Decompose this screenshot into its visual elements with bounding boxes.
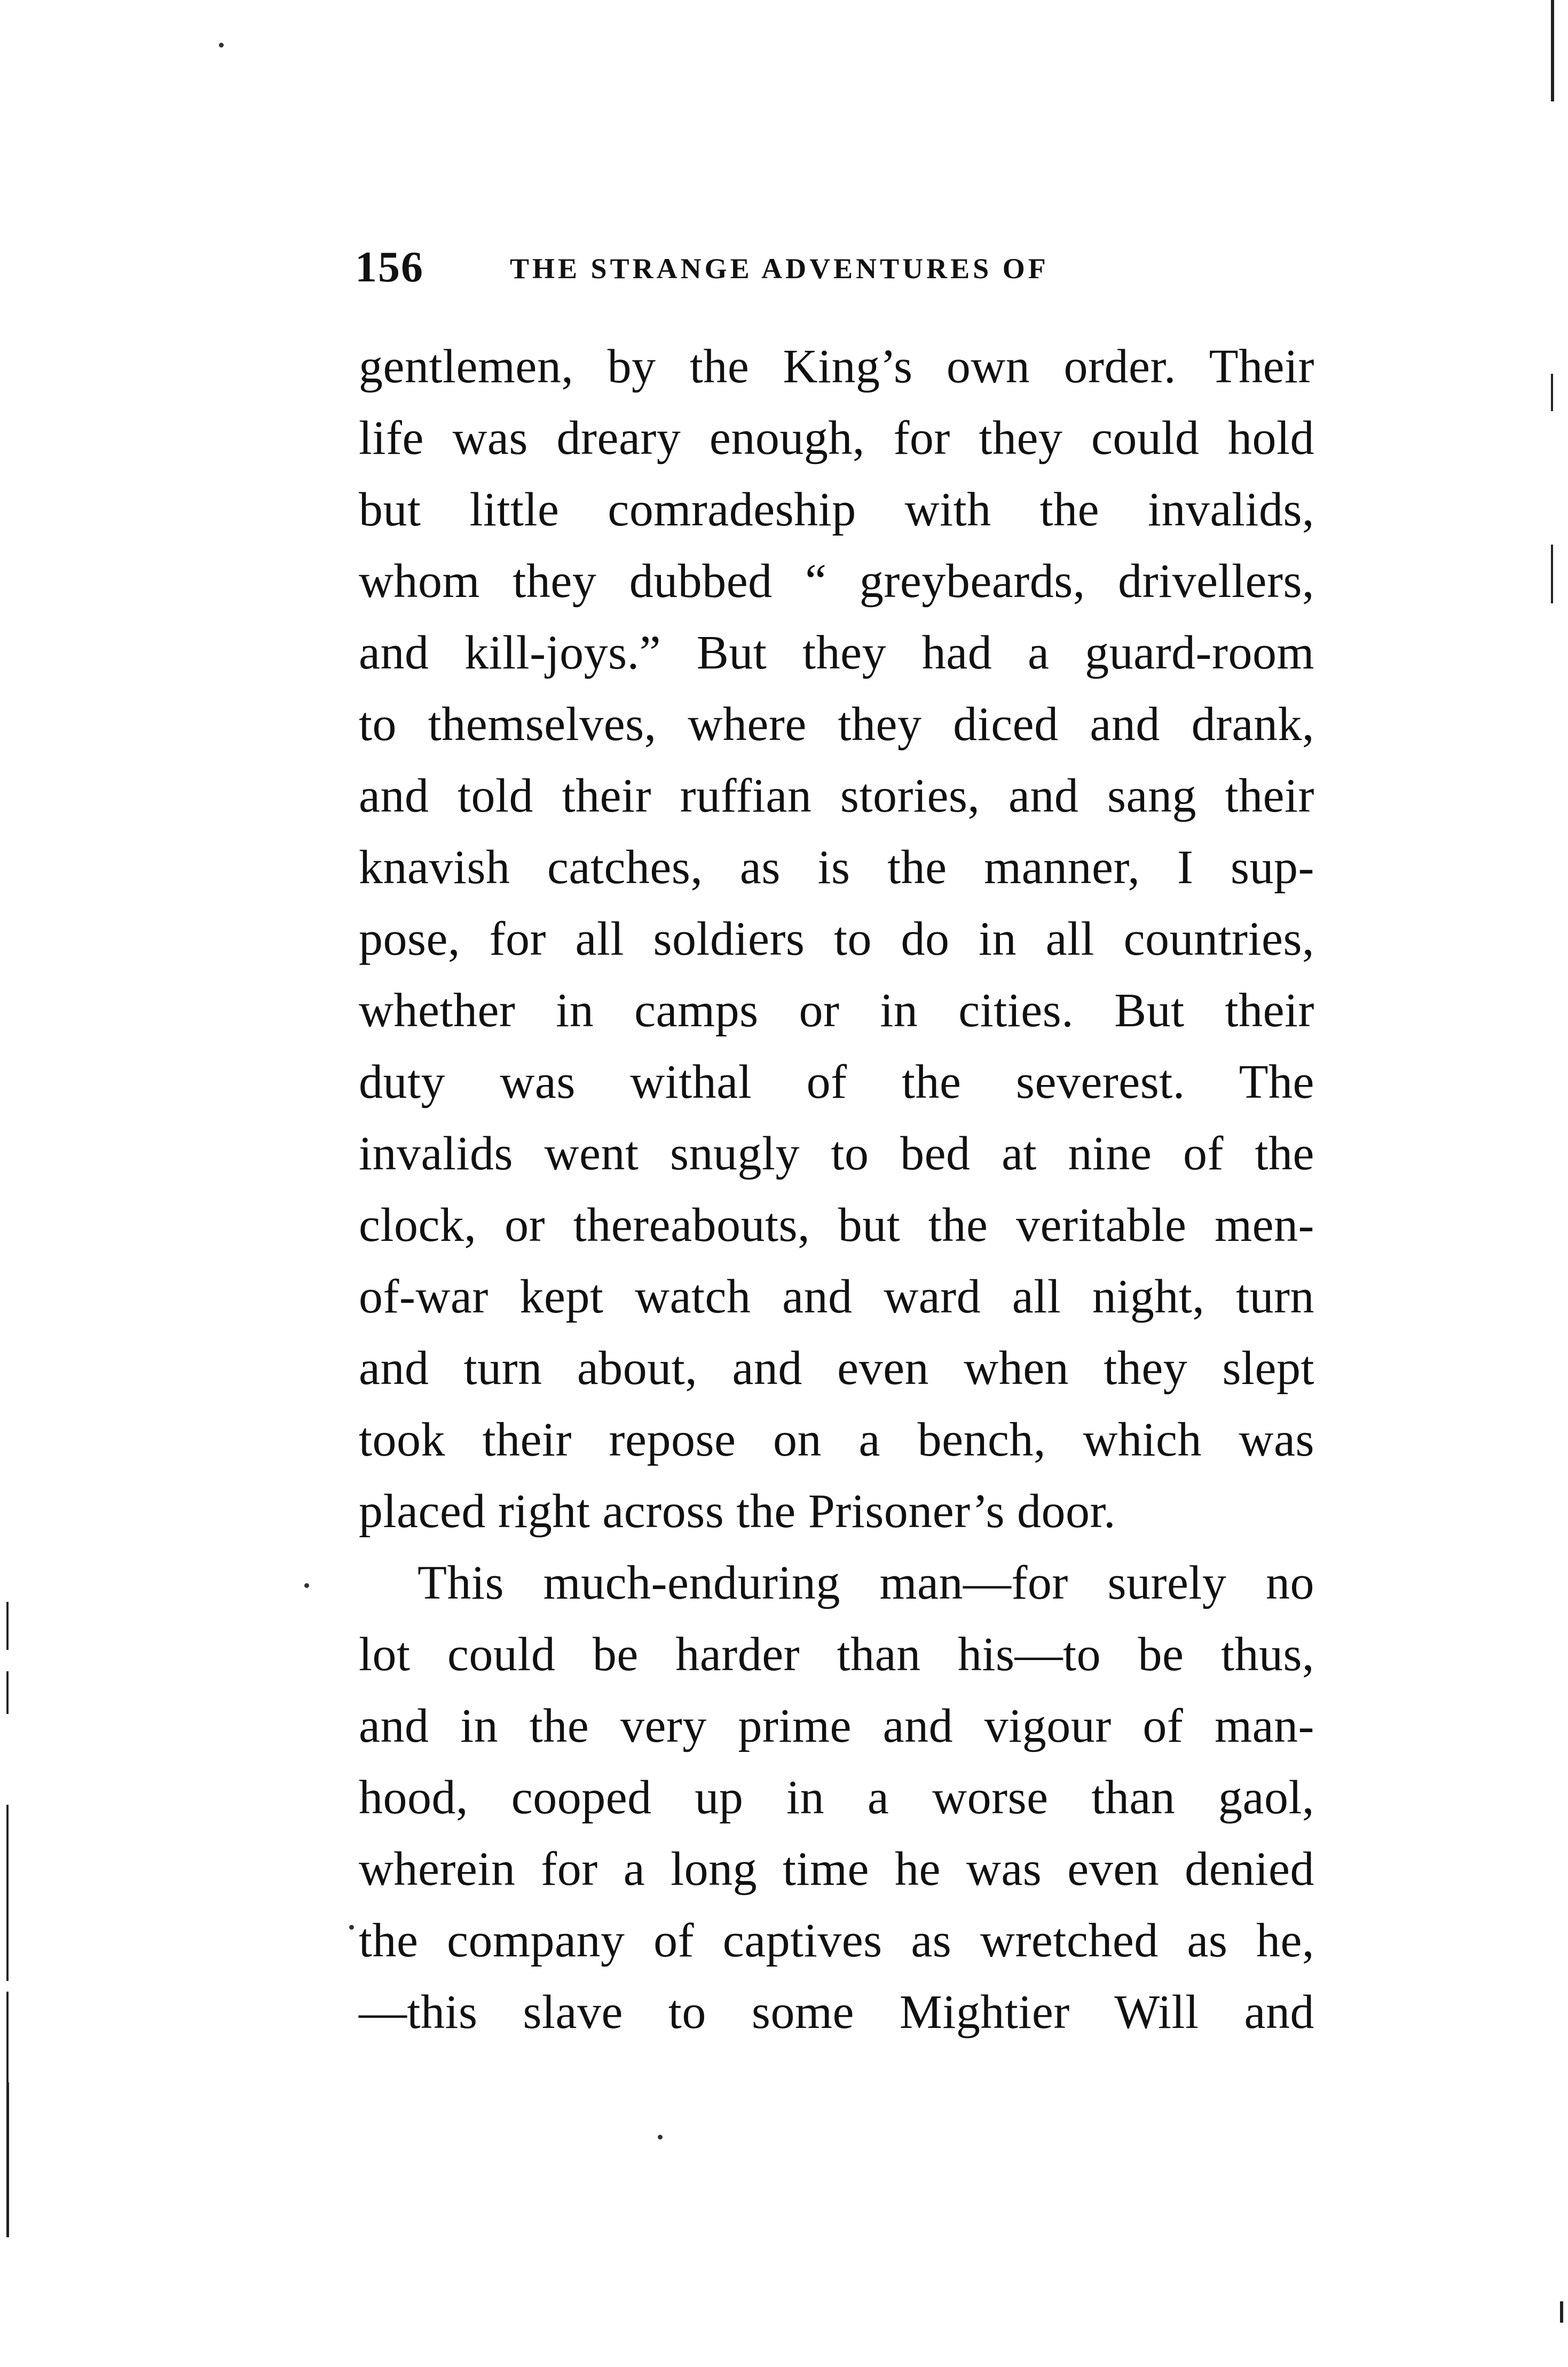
text-line: gentlemen, by the King’s own order. Their — [359, 340, 1314, 393]
text-line: and told their ruffian stories, and sang their — [359, 769, 1314, 822]
scan-edge-mark — [6, 2082, 9, 2237]
text-line: pose, for all soldiers to do in all countries, — [359, 913, 1314, 965]
scan-edge-mark — [6, 1992, 9, 2082]
scan-speck — [219, 43, 224, 48]
text-line: of-war kept watch and ward all night, turn — [359, 1270, 1314, 1323]
scan-edge-mark — [6, 1805, 9, 1981]
text-line: knavish catches, as is the manner, I sup- — [359, 841, 1314, 894]
text-line: and kill-joys.” But they had a guard-room — [359, 626, 1314, 679]
text-line: hood, cooped up in a worse than gaol, — [359, 1771, 1314, 1824]
text-line: This much-enduring man—for surely no — [417, 1556, 1314, 1609]
text-line: placed right across the Prisoner’s door. — [359, 1485, 1116, 1538]
scan-speck — [304, 1583, 309, 1588]
text-line: whom they dubbed “ greybeards, drivellers, — [359, 555, 1314, 608]
scan-edge-mark — [1551, 374, 1553, 411]
text-line: —this slave to some Mightier Will and — [359, 1986, 1314, 2039]
text-line: clock, or thereabouts, but the veritable men- — [359, 1199, 1314, 1252]
scan-speck — [349, 1925, 354, 1930]
page-header — [355, 238, 1380, 296]
text-line: lot could be harder than his—to be thus, — [359, 1628, 1314, 1681]
scan-speck — [658, 2135, 663, 2140]
text-line: took their repose on a bench, which was — [359, 1413, 1314, 1466]
text-line: to themselves, where they diced and drank, — [359, 698, 1314, 751]
text-line: but little comradeship with the invalids, — [359, 483, 1314, 536]
text-line: the company of captives as wretched as he, — [359, 1914, 1314, 1967]
text-line: life was dreary enough, for they could hold — [359, 412, 1314, 465]
text-line: invalids went snugly to bed at nine of the — [359, 1127, 1314, 1180]
page-number: 156 — [355, 242, 424, 291]
text-line: wherein for a long time he was even denied — [359, 1843, 1314, 1896]
scan-edge-mark — [6, 1671, 9, 1714]
scan-edge-mark — [6, 1602, 9, 1650]
scan-edge-mark — [1551, 0, 1554, 101]
text-line: and turn about, and even when they slept — [359, 1342, 1314, 1395]
body-text — [359, 331, 1314, 2048]
scan-edge-mark — [1551, 545, 1553, 603]
scan-edge-mark — [1560, 2301, 1563, 2323]
text-line: duty was withal of the severest. The — [359, 1056, 1314, 1108]
text-line: and in the very prime and vigour of man- — [359, 1700, 1314, 1752]
running-head: THE STRANGE ADVENTURES OF — [510, 253, 1049, 285]
text-line: whether in camps or in cities. But their — [359, 984, 1314, 1037]
